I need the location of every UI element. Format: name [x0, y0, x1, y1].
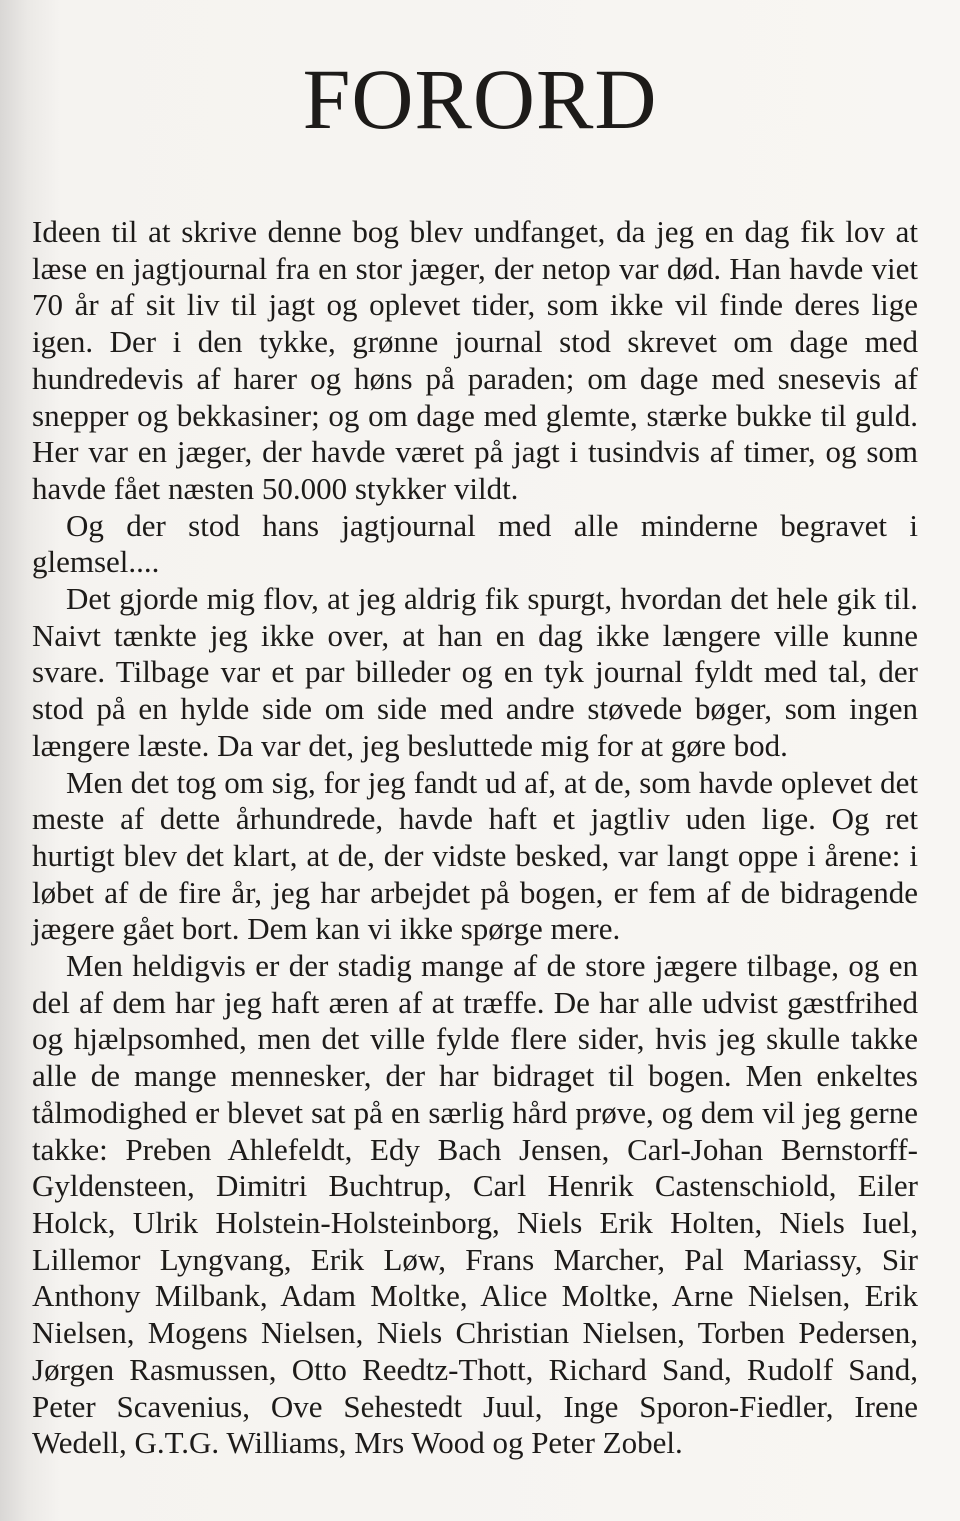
paragraph-4: Men det tog om sig, for jeg fandt ud af, at de, som havde oplevet det meste af dette århundrede, havde haft et jagtliv uden lige. Og ret hurtigt blev det klart, at de, der vidste besked, var langt oppe i årene: i løbet af de fire år, jeg har arbejdet på bogen, er fem af de bidragende jægere gået bort. Dem kan vi ikke spørge mere.: [32, 764, 918, 947]
body-text: [32, 214, 918, 1462]
paragraph-3: Det gjorde mig flov, at jeg aldrig fik spurgt, hvordan det hele gik til. Naivt tænkte jeg ikke over, at han en dag ikke længere ville kunne svare. Tilbage var et par billeder og en tyk journal fyldt med tal, der stod på en hylde side om side med andre støvede bøger, som ingen længere læste. Da var det, jeg besluttede mig for at gøre bod.: [32, 581, 918, 763]
paragraph-5: Men heldigvis er der stadig mange af de store jægere tilbage, og en del af dem har jeg haft æren af at træffe. De har alle udvist gæstfrihed og hjælpsomhed, men det ville fylde flere sider, hvis jeg skulle takke alle de mange mennesker, der har bidraget til bogen. Men enkeltes tålmodighed er blevet sat på en særlig hård prøve, og dem vil jeg gerne takke: Preben Ahlefeldt, Edy Bach Jensen, Carl-Johan Bernstorff-Gyldensteen, Dimitri Buchtrup, Carl Henrik Castenschiold, Eiler Holck, Ulrik Holstein-Holsteinborg, Niels Erik Holten, Niels Iuel, Lillemor Lyngvang, Erik Løw, Frans Marcher, Pal Mariassy, Sir Anthony Milbank, Adam Moltke, Alice Moltke, Arne Nielsen, Erik Nielsen, Mogens Nielsen, Niels Christian Nielsen, Torben Pedersen, Jørgen Rasmussen, Otto Reedtz-Thott, Richard Sand, Rudolf Sand, Peter Scavenius, Ove Sehestedt Juul, Inge Sporon-Fiedler, Irene Wedell, G.T.G. Williams, Mrs Wood og Peter Zobel.: [32, 948, 918, 1461]
paragraph-2: Og der stod hans jagtjournal med alle minderne begravet i glemsel....: [32, 507, 918, 580]
page-title: FORORD: [302, 51, 658, 147]
paragraph-1: Ideen til at skrive denne bog blev undfanget, da jeg en dag fik lov at læse en jagtjournal fra en stor jæger, der netop var død. Han havde viet 70 år af sit liv til jagt og oplevet tider, som ikke vil finde deres lige igen. Der i den tykke, grønne journal stod skrevet om dage med hundredevis af harer og høns på paraden; om dage med snesevis af snepper og bekkasiner; og om dage med glemte, stærke bukke til guld. Her var en jæger, der havde været på jagt i tusindvis af timer, og som havde fået næsten 50.000 stykker vildt.: [32, 214, 918, 506]
